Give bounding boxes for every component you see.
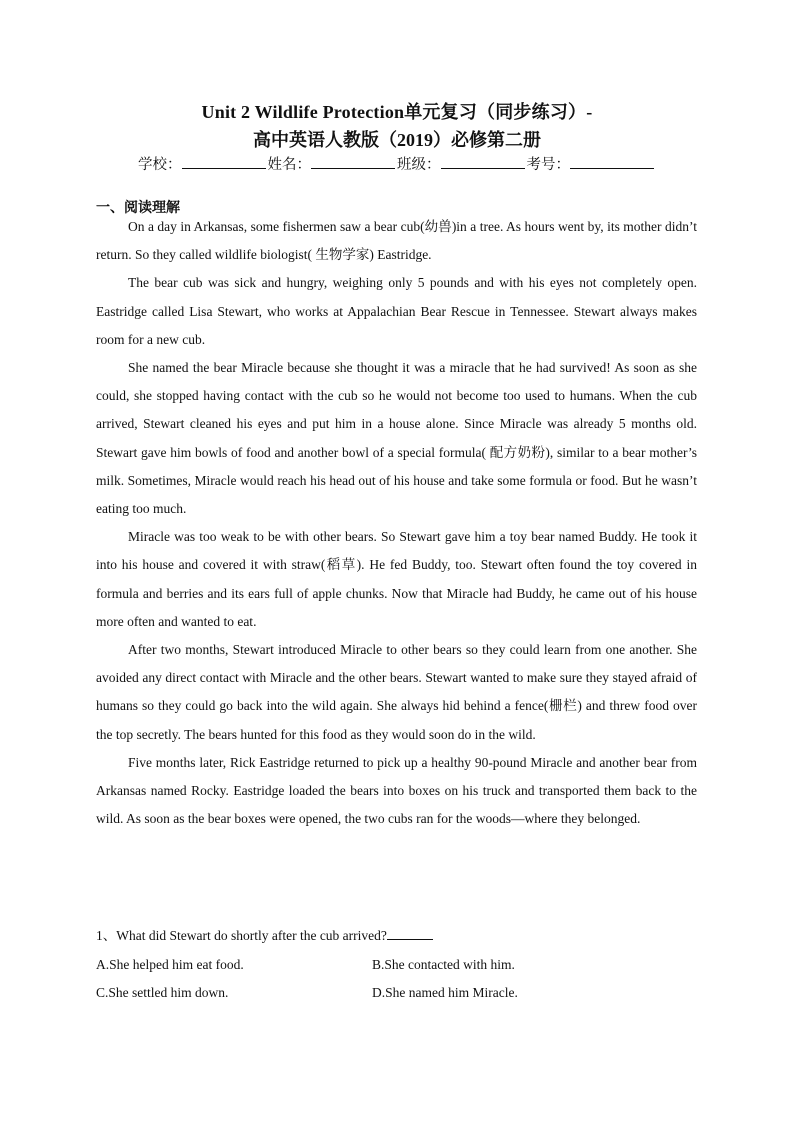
exam-number-label: 考号：: [526, 157, 570, 173]
option-b: B.She contacted with him.: [372, 957, 515, 972]
name-label: 姓名：: [267, 157, 311, 173]
title-line-1: Unit 2 Wildlife Protection单元复习（同步练习）-: [201, 102, 593, 122]
passage-paragraph: Miracle was too weak to be with other bears. So Stewart gave him a toy bear named Buddy. He took it into his house and covered it with straw(稻草). He fed Buddy, too. Stewart often found the toy covered in formula and berries and its ears full of apple chunks. Now that Miracle had Buddy, he came out of his house more often and wanted to eat.: [96, 529, 697, 629]
answer-blank: [387, 926, 433, 940]
exam-number-blank: [570, 154, 654, 169]
school-blank: [182, 154, 266, 169]
school-label: 学校：: [138, 157, 182, 173]
option-c: C.She settled him down.: [96, 985, 229, 1000]
option-d: D.She named him Miracle.: [372, 985, 518, 1000]
passage-paragraph: After two months, Stewart introduced Miracle to other bears so they could learn from one another. She avoided any direct contact with Miracle and the other bears. Stewart wanted to make sure they stayed afraid of humans so they could go back into the wild again. She always hid behind a fence(栅栏) and threw food over the top secretly. The bears hunted for this food as they would soon do in the wild.: [96, 642, 697, 742]
reading-passage: [96, 213, 697, 833]
title-line-2: 高中英语人教版（2019）必修第二册: [253, 130, 541, 150]
name-blank: [311, 154, 395, 169]
passage-paragraph: She named the bear Miracle because she thought it was a miracle that he had survived! As soon as she could, she stopped having contact with the cub so he would not become too used to humans. When the cub arrived, Stewart cleaned his eyes and put him in a house alone. Since Miracle was already 5 months old. Stewart gave him bowls of food and another bowl of a special formula( 配方奶粉), similar to a bear mother’s milk. Sometimes, Miracle would reach his head out of his house and take some formula or food. But he wasn’t eating too much.: [96, 360, 697, 517]
class-blank: [441, 154, 525, 169]
section-title: 一、阅读理解: [96, 201, 180, 216]
passage-paragraph: On a day in Arkansas, some fishermen saw a bear cub(幼兽)in a tree. As hours went by, its mother didn’t return. So they called wildlife biologist( 生物学家) Eastridge.: [96, 219, 697, 263]
question-1: [96, 922, 697, 950]
question-text: 1、What did Stewart do shortly after the cub arrived?: [96, 928, 387, 943]
passage-paragraph: The bear cub was sick and hungry, weighing only 5 pounds and with his eyes not completely open. Eastridge called Lisa Stewart, who works at Appalachian Bear Rescue in Tennessee. Stewart always makes room for a new cub.: [96, 275, 697, 347]
class-label: 班级：: [397, 157, 441, 173]
student-info-line: [0, 153, 794, 174]
option-a: A.She helped him eat food.: [96, 957, 244, 972]
passage-paragraph: Five months later, Rick Eastridge returned to pick up a healthy 90-pound Miracle and another bear from Arkansas named Rocky. Eastridge loaded the bears into boxes on his truck and transported them back to the wild. As soon as the bear boxes were opened, the two cubs ran for the woods—where they belonged.: [96, 754, 697, 827]
